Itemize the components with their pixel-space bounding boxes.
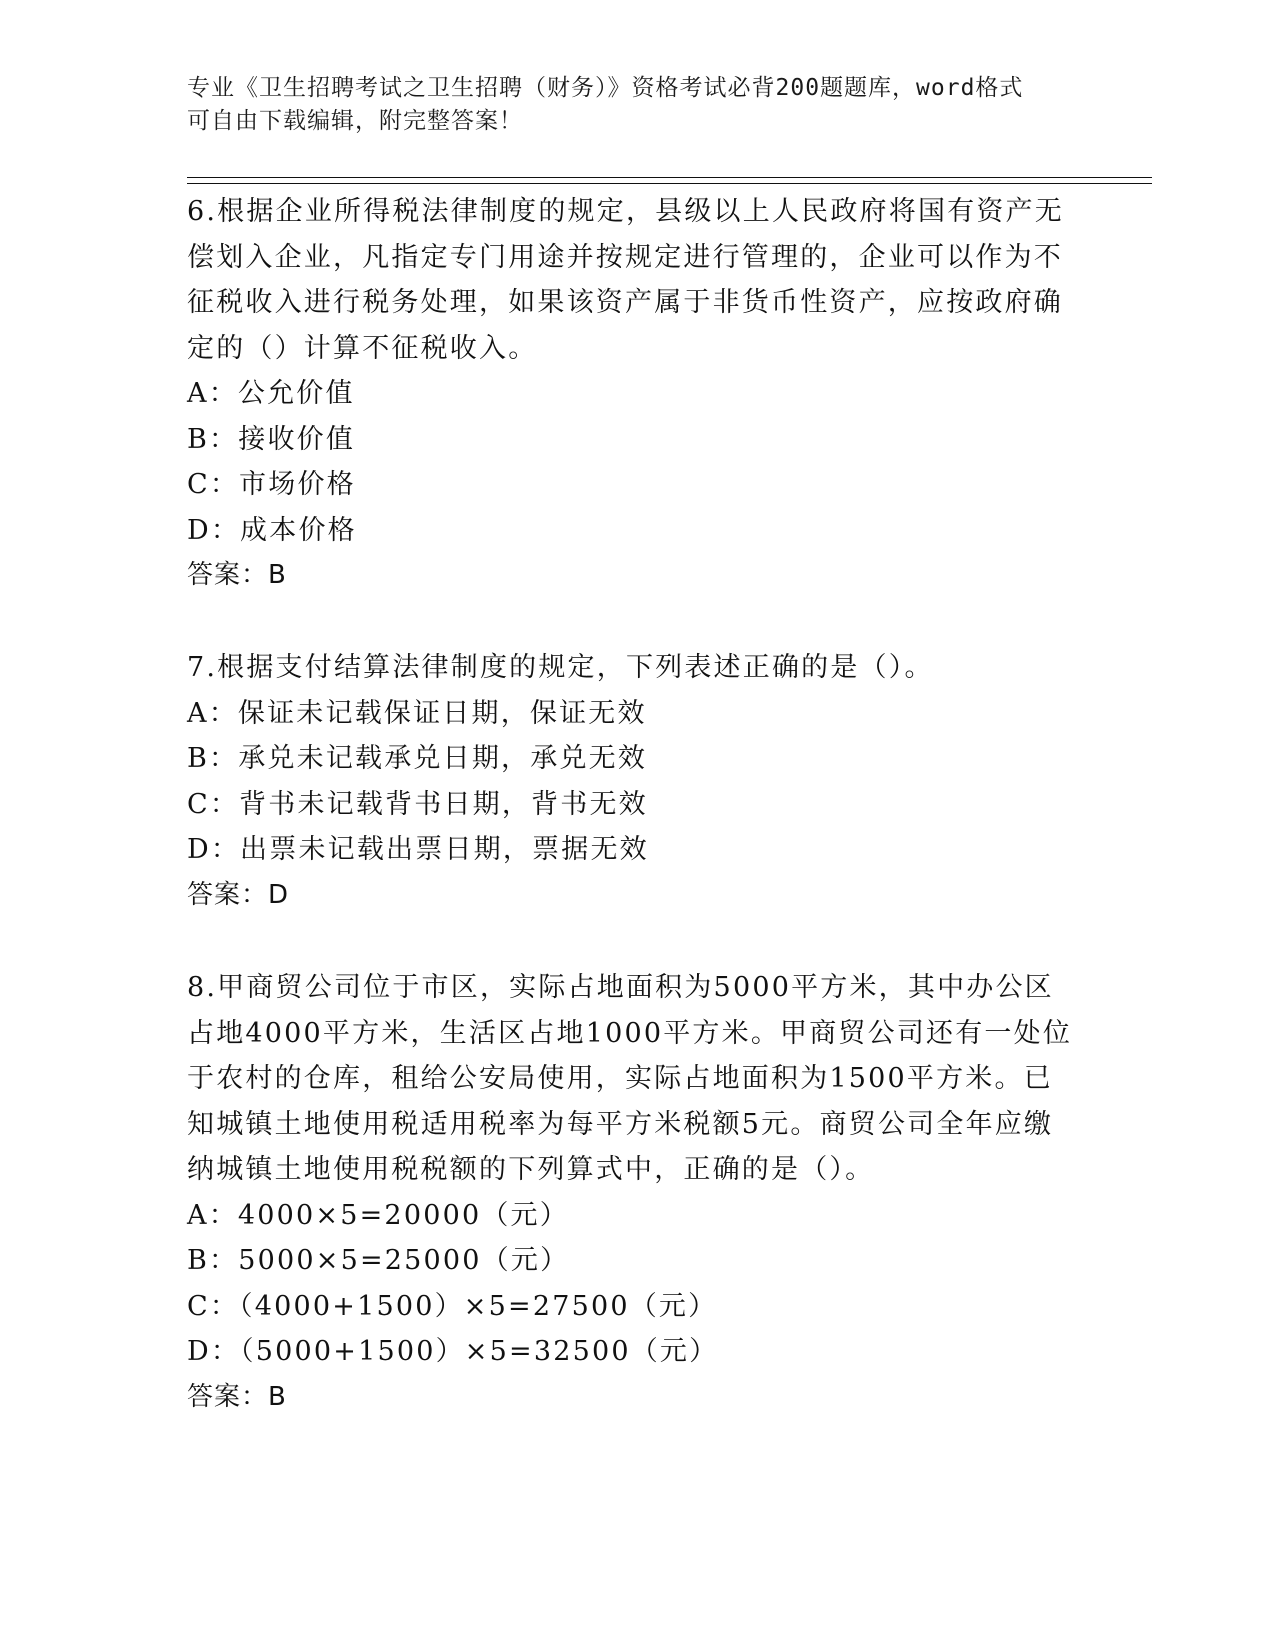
option-b: B：承兑未记载承兑日期，承兑无效 bbox=[187, 743, 648, 774]
option-a: A：保证未记载保证日期，保证无效 bbox=[187, 697, 647, 729]
answer: 答案：D bbox=[187, 879, 290, 910]
option-b: B：5000×5=25000（元） bbox=[187, 1245, 570, 1276]
header-line-2: 可自由下载编辑，附完整答案！ bbox=[187, 108, 523, 134]
option-c: C：市场价格 bbox=[187, 469, 356, 500]
question-7 bbox=[187, 645, 1082, 918]
option-a: A：4000×5=20000（元） bbox=[187, 1199, 569, 1231]
question-6 bbox=[187, 189, 1082, 599]
option-c: C：（4000+1500）×5=27500（元） bbox=[187, 1290, 718, 1322]
answer: 答案：B bbox=[187, 1381, 287, 1412]
question-stem: 6.根据企业所得税法律制度的规定，县级以上人民政府将国有资产无偿划入企业，凡指定专门用途并按规定进行管理的，企业可以作为不征税收入进行税务处理，如果该资产属于非货币性资产，应按政府确定的（）计算不征税收入。 bbox=[187, 196, 1064, 364]
header-divider-bottom bbox=[187, 183, 1152, 184]
question-stem: 7.根据支付结算法律制度的规定，下列表述正确的是（）。 bbox=[187, 652, 934, 683]
question-8 bbox=[187, 965, 1082, 1420]
header-line-1: 专业《卫生招聘考试之卫生招聘（财务）》资格考试必背200题题库，word格式 bbox=[187, 75, 1024, 101]
option-c: C：背书未记载背书日期，背书无效 bbox=[187, 788, 648, 820]
answer: 答案：B bbox=[187, 560, 287, 590]
option-d: D：（5000+1500）×5=32500（元） bbox=[187, 1336, 719, 1367]
option-a: A：公允价值 bbox=[187, 378, 355, 409]
question-stem: 8.甲商贸公司位于市区，实际占地面积为5000平方米，其中办公区占地4000平方米，生活区占地1000平方米。甲商贸公司还有一处位于农村的仓库，租给公安局使用，实际占地面积为1500平方米。已知城镇土地使用税适用税率为每平方米税额5元。商贸公司全年应缴纳城镇土地使用税税额的下列算式中，正确的是（）。 bbox=[187, 972, 1073, 1185]
document-header bbox=[187, 72, 1087, 138]
option-d: D：出票未记载出票日期，票据无效 bbox=[187, 834, 649, 865]
option-d: D：成本价格 bbox=[187, 514, 357, 546]
option-b: B：接收价值 bbox=[187, 423, 356, 455]
header-divider-top bbox=[187, 177, 1152, 178]
